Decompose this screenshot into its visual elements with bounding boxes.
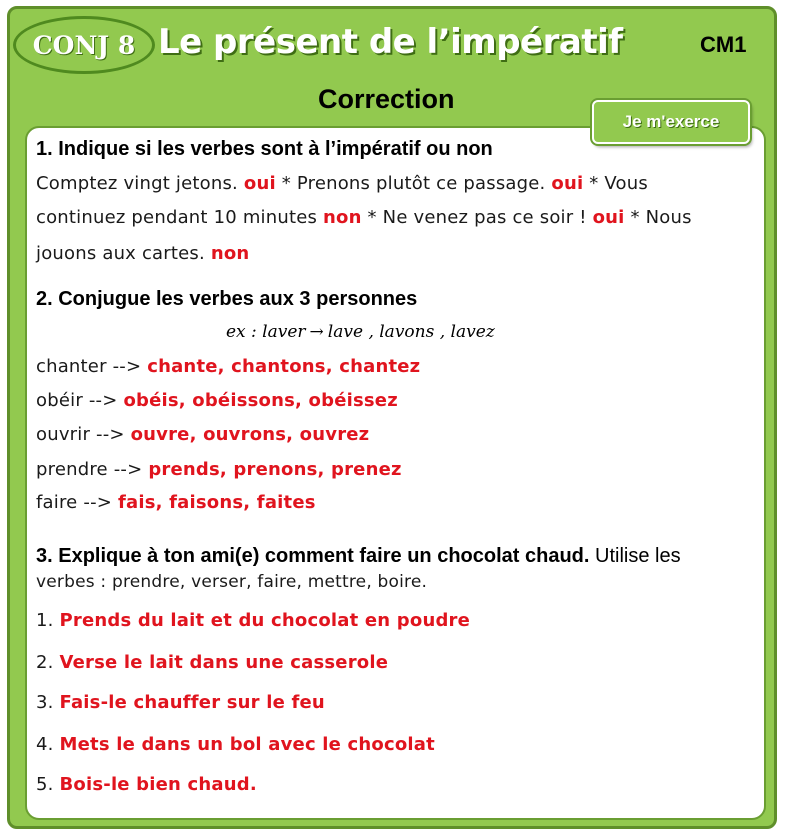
exercise-1-line-3 (36, 243, 249, 264)
example-forms: lave , lavons , lavez (327, 322, 495, 342)
step-item (36, 610, 470, 631)
step-answer: Prends du lait et du chocolat en poudre (59, 610, 471, 631)
answer: oui (551, 173, 584, 194)
answer: oui (243, 173, 276, 194)
step-item (36, 774, 257, 795)
conjugation-row (36, 390, 398, 411)
step-answer: Verse le lait dans une casserole (59, 652, 389, 673)
text: * Nous (624, 207, 692, 228)
conjugation-row (36, 356, 420, 377)
exercise-1-line-1 (36, 173, 648, 194)
step-number: 3. (36, 692, 60, 713)
verb: chanter --> (36, 356, 148, 377)
exercise-1-line-2 (36, 207, 692, 228)
answer: non (323, 207, 362, 228)
step-item (36, 652, 388, 673)
exercise-1-heading: 1. Indique si les verbes sont à l’impératif ou non (36, 138, 493, 160)
text: * Ne venez pas ce soir ! (361, 207, 593, 228)
exercise-3-heading (36, 545, 681, 568)
answer: chante, chantons, chantez (147, 356, 421, 377)
level-label: CM1 (700, 32, 747, 57)
text: continuez pendant 10 minutes (36, 207, 323, 228)
exercise-2-heading: 2. Conjugue les verbes aux 3 personnes (36, 288, 418, 310)
step-number: 1. (36, 610, 60, 631)
verb: obéir --> (36, 390, 124, 411)
step-answer: Fais-le chauffer sur le feu (59, 692, 325, 713)
step-number: 5. (36, 774, 60, 795)
heading-text: 3. Explique à ton ami(e) comment faire un chocolat chaud. (36, 545, 590, 567)
step-item (36, 692, 325, 713)
page-title: Le présent de l’impératif (158, 22, 623, 62)
step-number: 2. (36, 652, 60, 673)
answer: ouvre, ouvrons, ouvrez (130, 424, 370, 445)
answer: obéis, obéissons, obéissez (123, 390, 398, 411)
verb: prendre --> (36, 459, 149, 480)
arrow-right-icon: → (309, 322, 324, 342)
step-answer: Mets le dans un bol avec le chocolat (59, 734, 435, 755)
answer: non (210, 243, 250, 264)
text: * Vous (583, 173, 648, 194)
verb: ouvrir --> (36, 424, 131, 445)
text: jouons aux cartes. (36, 243, 211, 264)
conjugation-row (36, 492, 316, 513)
step-answer: Bois-le bien chaud. (59, 774, 257, 795)
text: Comptez vingt jetons. (36, 173, 244, 194)
step-item (36, 734, 435, 755)
conjugation-row (36, 424, 369, 445)
text: * Prenons plutôt ce passage. (275, 173, 552, 194)
heading-extra: Utilise les (589, 545, 681, 567)
step-number: 4. (36, 734, 60, 755)
correction-subtitle: Correction (318, 84, 455, 114)
answer: oui (592, 207, 625, 228)
exercise-tag: Je m'exerce (592, 100, 750, 144)
example-prefix: ex : laver (226, 322, 306, 342)
verb: faire --> (36, 492, 118, 513)
conjugation-example (226, 322, 495, 342)
conjugation-row (36, 459, 402, 480)
exercise-3-instruction: verbes : prendre, verser, faire, mettre, boire. (36, 572, 428, 592)
answer: prends, prenons, prenez (148, 459, 402, 480)
answer: fais, faisons, faites (117, 492, 316, 513)
conj-badge: CONJ 8 (13, 16, 155, 74)
